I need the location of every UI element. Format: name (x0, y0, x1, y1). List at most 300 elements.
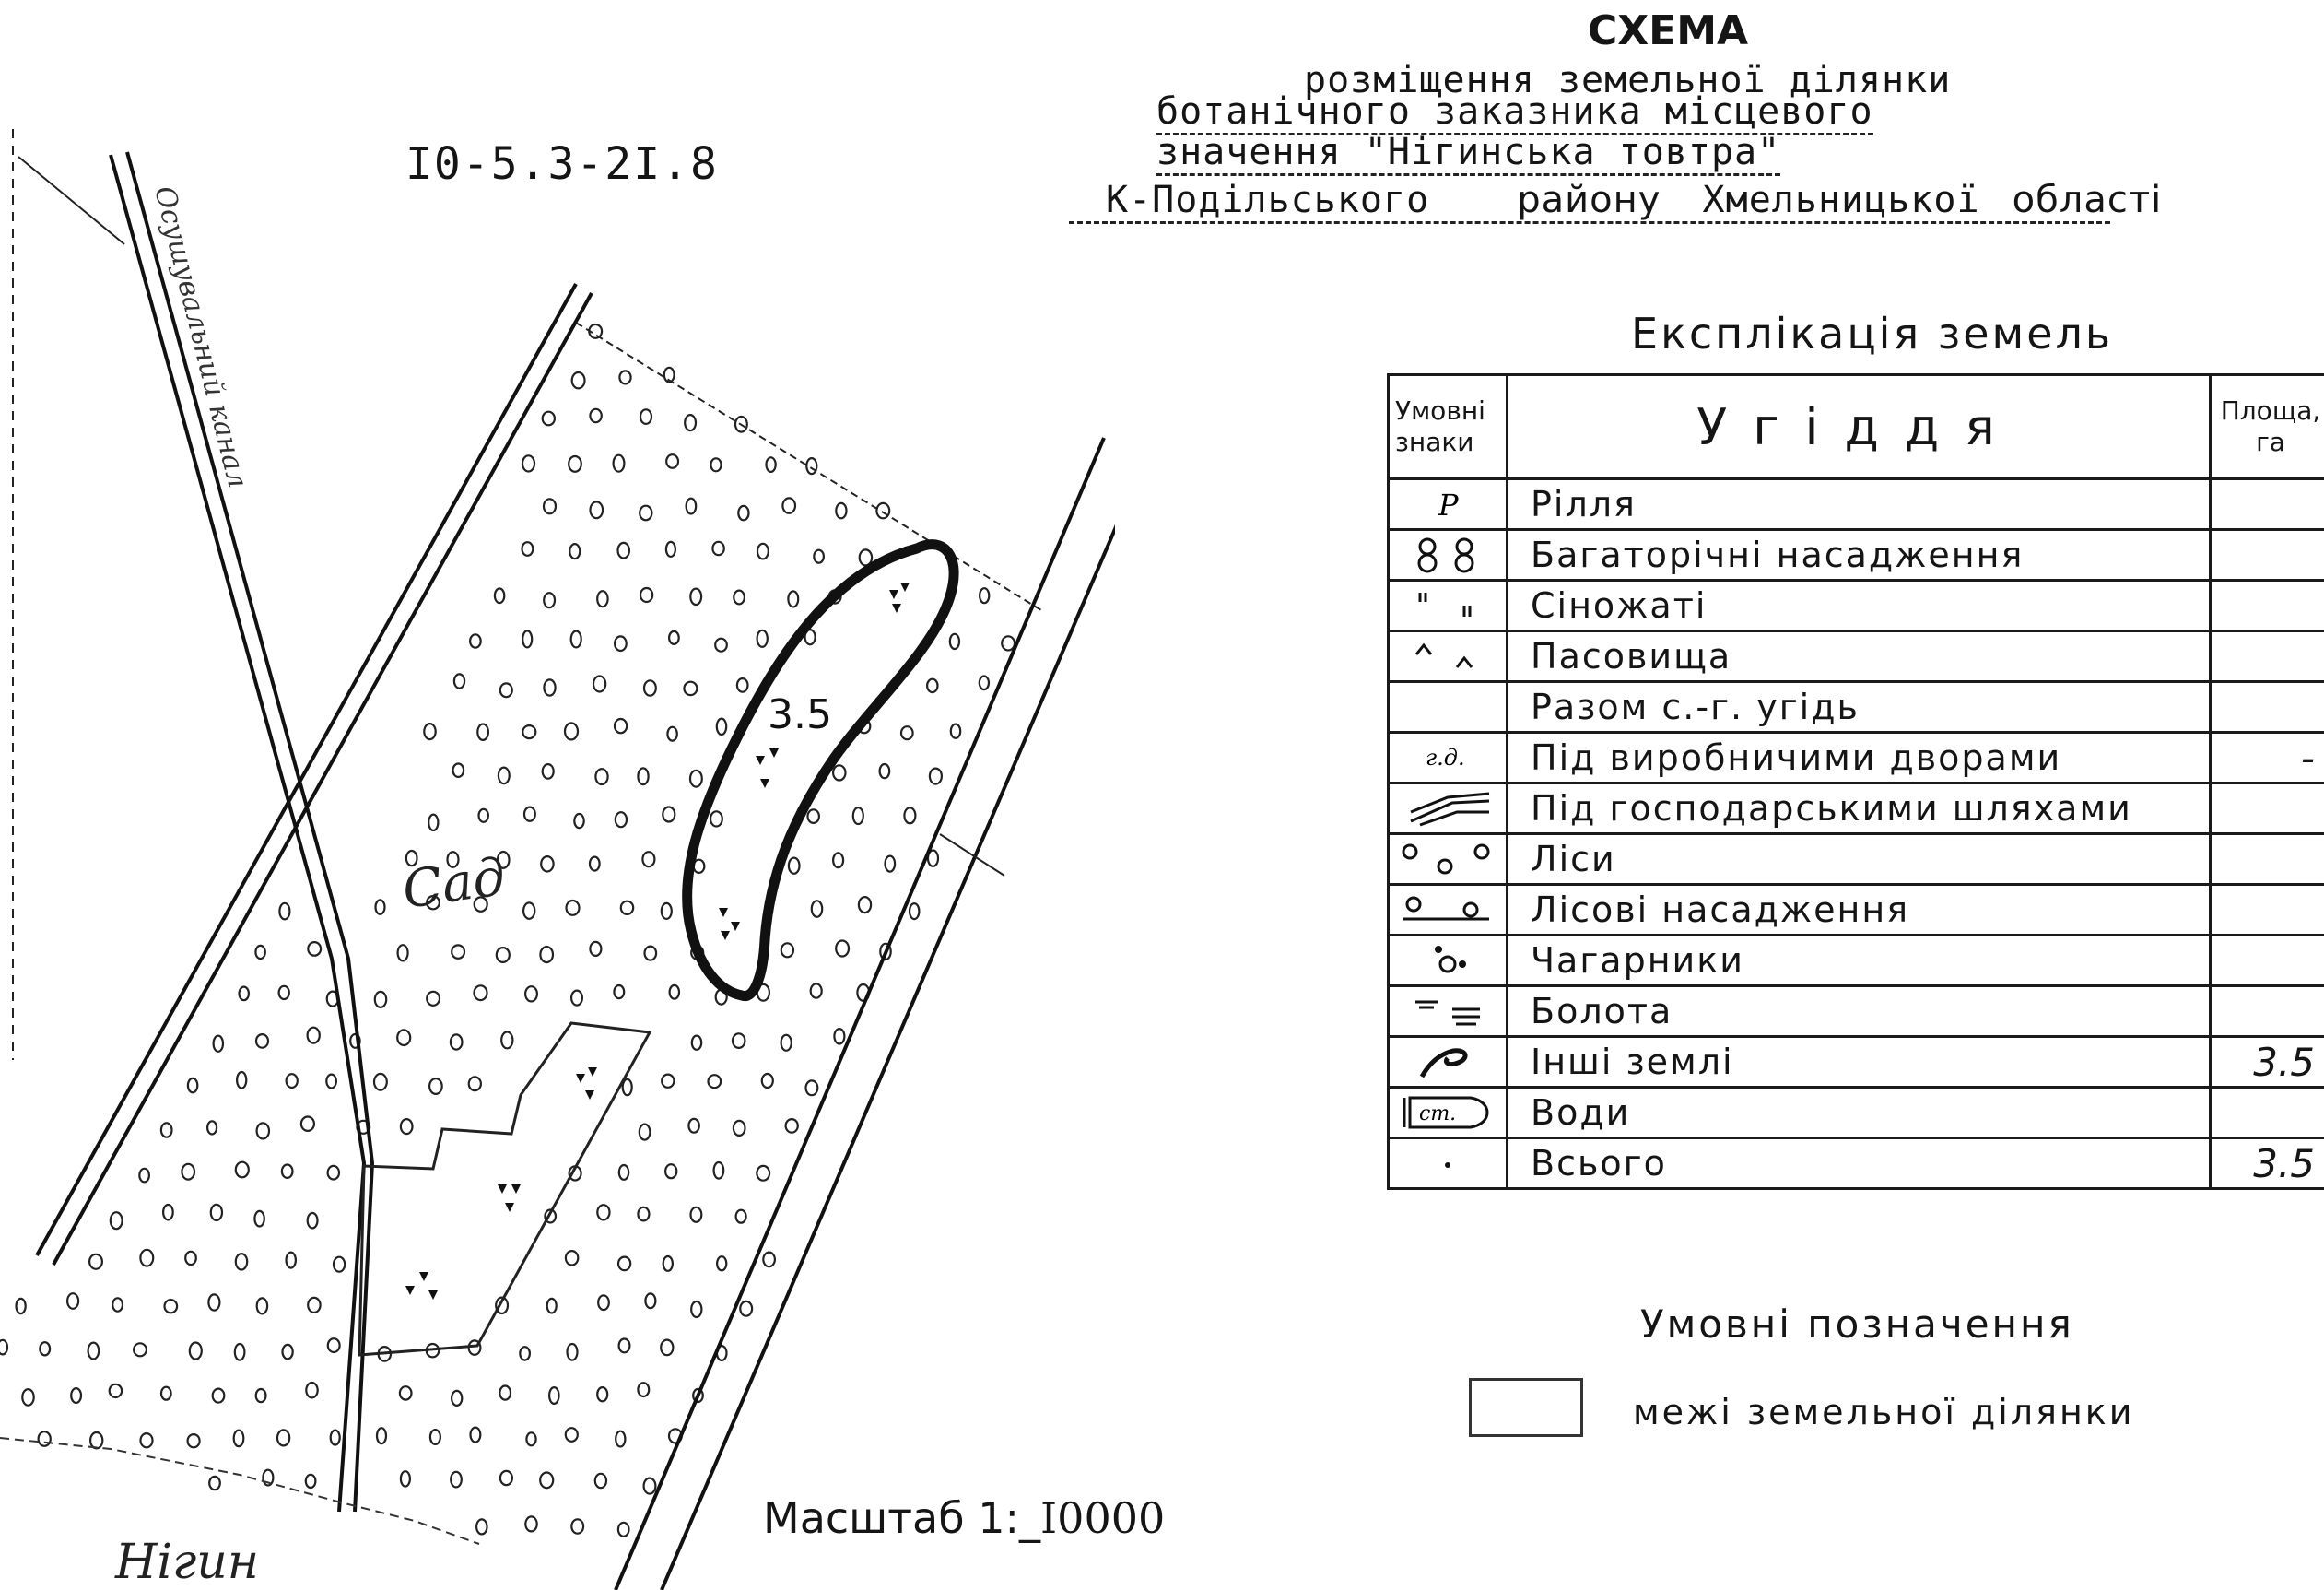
region-name: Хмельницької (1702, 179, 1980, 221)
orchard-tree-symbol (500, 683, 512, 697)
orchard-tree-symbol (597, 1387, 607, 1401)
forest-planting-icon (1389, 885, 1508, 936)
orchard-tree-symbol (569, 544, 580, 559)
explication-header-row (1389, 375, 2324, 479)
orchard-tree-symbol (429, 1078, 442, 1094)
orchard-tree-symbol (453, 764, 464, 777)
orchard-tree-symbol (687, 499, 697, 514)
orchard-tree-symbol (690, 589, 701, 605)
orchard-tree-symbol (308, 1298, 320, 1313)
row-name: Під виробничими дворами (1508, 733, 2211, 783)
orchard-tree-symbol (237, 1072, 246, 1089)
empty-symbol-cell (1389, 682, 1508, 733)
scale-value: I0000 (1040, 1493, 1166, 1543)
orchard-tree-symbol (597, 1205, 609, 1219)
orchard-tree-symbol (569, 456, 581, 472)
orchard-tree-symbol (477, 724, 488, 740)
row-area (2211, 1088, 2324, 1138)
orchard-tree-symbol (306, 1383, 317, 1397)
header-area: Площа, га (2211, 375, 2324, 479)
header-symbol: Умовні знаки (1389, 375, 1508, 479)
orchard-tree-symbol (236, 1162, 249, 1178)
orchard-tree-symbol (398, 945, 408, 960)
orchard-tree-symbol (452, 945, 464, 958)
orchard-tree-symbol (308, 942, 321, 956)
orchard-tree-symbol (476, 1519, 487, 1534)
orchard-tree-symbol (568, 1344, 578, 1360)
shrubs-icon (1389, 936, 1508, 986)
title-line-4 (1069, 179, 2163, 224)
orchard-tree-symbol (618, 1257, 630, 1271)
orchard-tree-symbol (590, 942, 601, 956)
orchard-tree-symbol (188, 1434, 200, 1447)
svg-text:ст.: ст. (1419, 1102, 1457, 1125)
orchard-tree-symbol (645, 1293, 655, 1308)
orchard-tree-symbol (207, 1121, 217, 1134)
orchard-tree-symbol (543, 764, 554, 779)
plot-area-label: 3.5 (768, 691, 832, 738)
orchard-tree-symbol (666, 542, 675, 557)
row-area (2211, 783, 2324, 834)
orchard-tree-symbol (782, 498, 795, 512)
orchard-tree-symbol (661, 1340, 673, 1356)
scale-prefix: Масштаб 1: (763, 1493, 1019, 1543)
orchard-tree-symbol (254, 1211, 264, 1227)
orchard-tree-symbol (684, 682, 697, 695)
orchard-tree-symbol (240, 987, 249, 1001)
orchard-tree-symbol (522, 455, 534, 471)
orchard-tree-symbol (141, 1433, 153, 1447)
orchard-tree-symbol (328, 1338, 340, 1352)
orchard-tree-symbol (522, 542, 534, 556)
orchard-tree-symbol (90, 1432, 102, 1448)
orchard-tree-symbol (645, 947, 657, 960)
pasture-icon (1389, 631, 1508, 682)
orchard-tree-symbol (640, 588, 652, 602)
protected-plot-boundary (687, 545, 955, 996)
orchard-tree-symbol (663, 1256, 673, 1271)
orchard-tree-symbol (306, 1475, 316, 1488)
table-row (1389, 479, 2324, 530)
district-word: району (1517, 179, 1661, 221)
orchard-tree-symbol (593, 677, 605, 692)
orchard-tree-symbol (597, 591, 607, 607)
orchard-tree-symbol (740, 1301, 752, 1316)
orchard-tree-symbol (709, 1075, 722, 1088)
orchard-tree-symbol (571, 1519, 583, 1533)
farmyard-icon (1389, 733, 1508, 783)
orchard-tree-symbol (161, 1387, 171, 1400)
orchard-tree-symbol (165, 1300, 178, 1313)
orchard-tree-symbol (540, 1473, 553, 1489)
orchard-tree-symbol (616, 1431, 625, 1447)
orchard-tree-symbol (540, 947, 553, 962)
orchard-tree-symbol (279, 986, 289, 999)
row-name: Під господарськими шляхами (1508, 783, 2211, 834)
table-row (1389, 682, 2324, 733)
orchard-tree-symbol (640, 409, 651, 424)
orchard-tree-symbol (182, 1164, 194, 1180)
orchard-tree-symbol (836, 941, 849, 957)
orchard-tree-symbol (257, 1123, 269, 1138)
orchard-tree-symbol (616, 812, 627, 827)
orchard-tree-symbol (188, 1078, 197, 1092)
orchard-tree-symbol (618, 543, 629, 559)
orchard-tree-symbol (591, 501, 604, 518)
orchard-tree-symbol (812, 901, 822, 917)
roads-icon (1389, 783, 1508, 834)
orchard-tree-symbol (927, 679, 937, 692)
orchard-tree-symbol (644, 680, 656, 695)
orchard-tree-symbol (665, 1164, 676, 1178)
region-word: області (2012, 179, 2163, 221)
orchard-tree-symbol (547, 1299, 557, 1313)
orchard-tree-symbol (308, 1213, 318, 1228)
orchard-tree-symbol (139, 1169, 149, 1183)
orchard-tree-symbol (88, 1343, 100, 1360)
svg-text:г.д.: г.д. (1426, 745, 1465, 771)
row-area (2211, 936, 2324, 986)
orchard-tree-symbol (89, 1254, 102, 1269)
row-name: Чагарники (1508, 936, 2211, 986)
table-row (1389, 631, 2324, 682)
orchard-tree-symbol (886, 856, 896, 872)
perennial-icon (1389, 530, 1508, 581)
water-icon (1389, 1088, 1508, 1138)
orchard-tree-symbol (710, 458, 721, 471)
orchard-tree-symbol (670, 985, 679, 999)
orchard-tree-symbol (185, 1252, 196, 1265)
orchard-tree-symbol (499, 768, 510, 784)
orchard-tree-symbol (111, 1212, 123, 1229)
orchard-tree-symbol (277, 1430, 289, 1445)
orchard-tree-symbol (688, 1119, 698, 1133)
orchard-tree-symbol (853, 807, 863, 824)
orchard-tree-symbol (733, 1033, 745, 1048)
table-row (1389, 1138, 2324, 1189)
orchard-tree-symbol (495, 589, 504, 604)
village-boundary (0, 1438, 479, 1544)
orchard-tree-symbol (211, 1205, 222, 1220)
row-name: Лісові насадження (1508, 885, 2211, 936)
orchard-tree-symbol (524, 807, 535, 821)
orchard-tree-symbol (331, 1431, 340, 1445)
table-row (1389, 530, 2324, 581)
orchard-tree-symbol (910, 903, 919, 919)
orchard-tree-symbol (574, 814, 583, 828)
orchard-tree-symbol (621, 901, 633, 914)
orchard-tree-symbol (499, 1386, 511, 1400)
table-row (1389, 885, 2324, 936)
orchard-tree-symbol (430, 1430, 440, 1444)
orchard-tree-symbol (452, 1391, 462, 1406)
orchard-tree-symbol (255, 946, 264, 959)
orchard-tree-symbol (236, 1254, 247, 1269)
orchard-tree-symbol (328, 1166, 339, 1180)
map-scale: Масштаб 1:_I0000 (763, 1493, 1166, 1543)
road-left-line-inner (53, 293, 592, 1265)
hayfield-icon (1389, 581, 1508, 631)
orchard-tree-symbol (427, 992, 440, 1006)
orchard-tree-symbol (692, 1036, 701, 1050)
orchard-tree-symbol (806, 1080, 818, 1095)
orchard-tree-symbol (644, 1478, 656, 1494)
orchard-tree-symbol (712, 542, 723, 555)
row-area (2211, 479, 2324, 530)
orchard-tree-symbol (377, 1428, 386, 1443)
orchard-tree-symbols (0, 324, 1015, 1537)
orchard-tree-symbol (287, 1253, 296, 1268)
swamp-icon (1389, 986, 1508, 1037)
orchard-tree-symbol (163, 1205, 173, 1219)
orchard-tree-symbol (734, 591, 745, 605)
orchard-tree-symbol (808, 809, 819, 823)
orchard-tree-symbol (619, 1165, 628, 1180)
orchard-tree-symbol (301, 1117, 314, 1131)
orchard-tree-symbol (397, 1030, 410, 1045)
row-area: 3.5 (2211, 1037, 2324, 1088)
orchard-tree-symbol (638, 768, 648, 784)
orchard-tree-symbol (17, 1299, 26, 1313)
orchard-tree-symbol (930, 769, 942, 784)
orchard-tree-symbol (213, 1389, 225, 1403)
orchard-tree-symbol (781, 943, 793, 957)
orchard-tree-symbol (717, 719, 726, 735)
orchard-tree-symbol (470, 634, 481, 647)
orchard-tree-symbol (500, 1471, 512, 1485)
row-name: Рілля (1508, 479, 2211, 530)
orchard-tree-symbol (757, 630, 768, 647)
orchard-tree-symbol (951, 724, 960, 738)
orchard-tree-symbol (614, 985, 624, 998)
row-name: Болота (1508, 986, 2211, 1037)
orchard-tree-symbol (789, 858, 800, 874)
orchard-tree-symbol (757, 544, 769, 559)
orchard-tree-symbol (880, 764, 890, 778)
orchard-tree-symbol (904, 807, 915, 823)
orchard-tree-symbol (667, 727, 676, 741)
orchard-tree-symbol (619, 371, 630, 383)
orchard-tree-symbol (282, 1165, 293, 1178)
district-name: К-Подільського (1106, 179, 1430, 221)
orchard-tree-symbol (762, 1074, 773, 1088)
orchard-tree-symbol (572, 372, 585, 388)
table-row (1389, 936, 2324, 986)
orchard-tree-symbol (401, 1119, 413, 1134)
orchard-tree-symbol (520, 1347, 530, 1360)
orchard-tree-symbol (161, 1123, 172, 1137)
village-label: Нігин (115, 1535, 259, 1590)
orchard-tree-symbol (685, 415, 696, 430)
orchard-tree-symbol (690, 771, 702, 787)
orchard-tree-symbol (544, 593, 555, 607)
row-area (2211, 682, 2324, 733)
orchard-tree-symbol (326, 1075, 336, 1089)
orchard-tree-symbol (214, 1036, 223, 1052)
orchard-tree-symbol (836, 503, 846, 518)
orchard-tree-symbol (640, 506, 651, 521)
orchard-tree-symbol (526, 1432, 535, 1445)
orchard-tree-symbol (566, 1251, 578, 1265)
orchard-tree-symbol (638, 1207, 649, 1221)
row-name: Води (1508, 1088, 2211, 1138)
orchard-tree-symbol (786, 1119, 798, 1133)
orchard-tree-symbol (134, 1343, 147, 1356)
orchard-tree-symbol (374, 1074, 387, 1090)
road-right-line (616, 438, 1104, 1590)
row-area (2211, 631, 2324, 682)
orchard-tree-symbol (567, 901, 580, 915)
orchard-tree-symbol (571, 991, 582, 1006)
orchard-tree-symbol (781, 1035, 792, 1051)
orchard-tree-symbol (279, 903, 289, 920)
arable-icon (1389, 479, 1508, 530)
orchard-tree-symbol (523, 902, 534, 918)
title-line-1: розміщення земельної ділянки (1304, 59, 1952, 101)
row-area: 3.5 (2211, 1138, 2324, 1189)
row-name: Сіножаті (1508, 581, 2211, 631)
orchard-tree-symbol (642, 852, 654, 866)
orchard-tree-symbol (565, 723, 578, 739)
orchard-tree-symbol (691, 1207, 702, 1222)
garden-label: Сад (398, 846, 510, 921)
map-sheet-code: I0-5.3-2I.8 (405, 138, 719, 190)
orchard-tree-symbol (566, 1428, 578, 1442)
orchard-tree-symbol (501, 1032, 512, 1049)
orchard-tree-symbol (308, 1028, 320, 1043)
orchard-tree-symbol (614, 455, 625, 472)
orchard-tree-symbol (112, 1298, 123, 1311)
orchard-tree-symbol (859, 897, 871, 913)
other-land-icon (1389, 1037, 1508, 1088)
orchard-tree-symbol (475, 985, 487, 1000)
orchard-tree-symbol (571, 631, 581, 648)
orchard-tree-symbol (598, 1295, 609, 1310)
orchard-tree-symbol (376, 900, 385, 913)
legend-item-plot-boundary: межі земельної ділянки (1633, 1392, 2135, 1432)
orchard-top-boundary (576, 323, 1041, 610)
orchard-tree-symbol (287, 1074, 298, 1088)
orchard-tree-symbol (833, 765, 845, 780)
orchard-tree-symbol (549, 1387, 558, 1404)
orchard-tree-symbol (469, 1077, 481, 1090)
row-area (2211, 986, 2324, 1037)
row-name: Інші землі (1508, 1037, 2211, 1088)
orchard-tree-symbol (615, 719, 627, 733)
orchard-tree-symbol (40, 1342, 50, 1355)
orchard-tree-symbol (522, 725, 535, 738)
table-row (1389, 733, 2324, 783)
row-name: Разом с.-г. угідь (1508, 682, 2211, 733)
orchard-tree-symbol (283, 1345, 293, 1359)
orchard-tree-symbol (256, 1389, 266, 1402)
map-side-tick (940, 834, 1004, 876)
orchard-tree-symbol (525, 1516, 536, 1531)
orchard-tree-symbol (737, 678, 748, 692)
canal-label: Осушувальний канал (147, 183, 254, 491)
orchard-tree-symbol (451, 1472, 462, 1488)
orchard-tree-symbol (811, 983, 822, 997)
orchard-tree-symbol (257, 1298, 267, 1313)
orchard-tree-symbol (663, 807, 675, 822)
orchard-tree-symbol (67, 1293, 78, 1309)
canal-line (111, 155, 364, 1512)
orchard-tree-symbol (451, 1034, 463, 1049)
orchard-tree-symbol (833, 853, 843, 867)
orchard-tree-symbol (662, 1075, 674, 1088)
orchard-tree-symbol (424, 724, 435, 739)
road-right-line-inner (662, 447, 1115, 1590)
orchard-tree-symbol (590, 409, 601, 422)
orchard-tree-symbol (543, 412, 555, 426)
row-name: Пасовища (1508, 631, 2211, 682)
orchard-tree-symbol (980, 588, 989, 603)
orchard-tree-symbol (618, 1523, 629, 1537)
orchard-tree-symbol (662, 903, 672, 919)
legend-title: Умовні позначення (1640, 1301, 2074, 1347)
orchard-tree-symbol (619, 1339, 630, 1353)
orchard-tree-symbol (400, 1386, 412, 1399)
table-row (1389, 986, 2324, 1037)
orchard-tree-symbol (736, 1210, 746, 1223)
orchard-tree-symbol (522, 630, 532, 647)
orchard-tree-symbol (71, 1388, 81, 1403)
orchard-tree-symbol (714, 1162, 724, 1179)
row-area: - (2211, 733, 2324, 783)
orchard-tree-symbol (471, 1428, 481, 1443)
orchard-tree-symbol (710, 811, 722, 826)
orchard-tree-symbol (638, 1383, 649, 1396)
orchard-tree-symbol (454, 674, 464, 688)
orchard-tree-symbol (110, 1384, 122, 1397)
table-row (1389, 834, 2324, 885)
orchard-tree-symbol (479, 809, 488, 822)
svg-text:P: P (1438, 488, 1459, 523)
orchard-tree-symbol (834, 1029, 844, 1043)
row-area (2211, 834, 2324, 885)
orchard-tree-symbol (595, 769, 607, 784)
orchard-tree-symbol (401, 1471, 410, 1486)
plot-boundary-swatch (1469, 1378, 1583, 1437)
orchard-tree-symbol (595, 1474, 606, 1488)
orchard-tree-symbol (814, 550, 824, 563)
scheme-title: СХЕМА (1587, 7, 1749, 54)
orchard-tree-symbol (22, 1389, 33, 1406)
row-area (2211, 885, 2324, 936)
orchard-tree-symbol (590, 857, 600, 871)
total-dot-icon (1389, 1138, 1508, 1189)
orchard-tree-symbol (544, 679, 555, 695)
orchard-tree-symbol (541, 856, 553, 871)
map-thin-line (18, 157, 124, 244)
table-row (1389, 1037, 2324, 1088)
orchard-tree-symbol (788, 591, 798, 607)
orchard-tree-symbol (669, 631, 679, 644)
orchard-tree-symbol (691, 1301, 701, 1317)
row-area (2211, 530, 2324, 581)
orchard-tree-symbol (234, 1431, 244, 1447)
forest-icon (1389, 834, 1508, 885)
plot-other-land-marks (405, 583, 910, 1300)
orchard-tree-symbol (375, 992, 386, 1007)
orchard-tree-symbol (715, 639, 727, 652)
orchard-tree-symbol (640, 1125, 651, 1140)
orchard-tree-symbol (717, 1256, 726, 1270)
orchard-tree-symbol (1002, 636, 1015, 650)
orchard-tree-symbol (950, 634, 959, 649)
orchard-tree-symbol (235, 1344, 245, 1360)
orchard-tree-symbol (544, 499, 556, 513)
